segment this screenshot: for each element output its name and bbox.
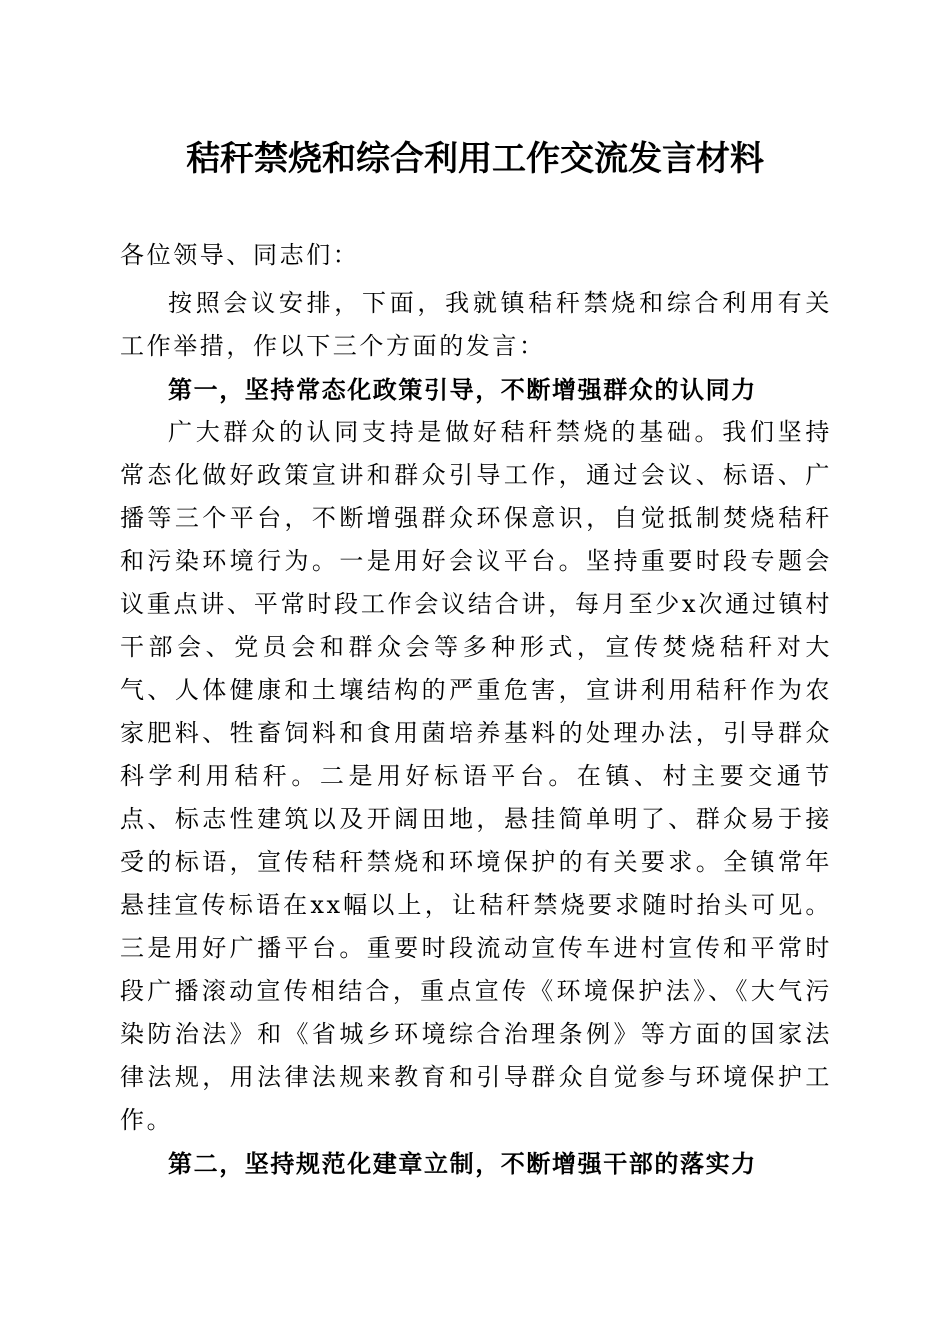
document-body bbox=[120, 234, 832, 1185]
section-2-heading: 第二，坚持规范化建章立制，不断增强干部的落实力 bbox=[168, 1149, 757, 1178]
document-title: 秸秆禁烧和综合利用工作交流发言材料 bbox=[186, 139, 764, 179]
section-1-body: 广大群众的认同支持是做好秸秆禁烧的基础。我们坚持常态化做好政策宣讲和群众引导工作，通过会议、标语、广播等三个平台，不断增强群众环保意识，自觉抵制焚烧秸秆和污染环境行为。一是用好会议平台。坚持重要时段专题会议重点讲、平常时段工作会议结合讲，每月至少x次通过镇村干部会、党员会和群众会等多种形式，宣传焚烧秸秆对大气、人体健康和土壤结构的严重危害，宣讲利用秸秆作为农家肥料、牲畜饲料和食用菌培养基料的处理办法，引导群众科学利用秸秆。二是用好标语平台。在镇、村主要交通节点、标志性建筑以及开阔田地，悬挂简单明了、群众易于接受的标语，宣传秸秆禁烧和环境保护的有关要求。全镇常年悬挂宣传标语在xx幅以上，让秸秆禁烧要求随时抬头可见。三是用好广播平台。重要时段流动宣传车进村宣传和平常时段广播滚动宣传相结合，重点宣传《环境保护法》、《大气污染防治法》和《省城乡环境综合治理条例》等方面的国家法律法规，用法律法规来教育和引导群众自觉参与环境保护工作。 bbox=[120, 418, 832, 1134]
salutation: 各位领导、同志们： bbox=[120, 241, 360, 269]
intro-paragraph: 按照会议安排，下面，我就镇秸秆禁烧和综合利用有关工作举措，作以下三个方面的发言： bbox=[120, 289, 832, 360]
section-1-heading: 第一，坚持常态化政策引导，不断增强群众的认同力 bbox=[168, 375, 757, 404]
